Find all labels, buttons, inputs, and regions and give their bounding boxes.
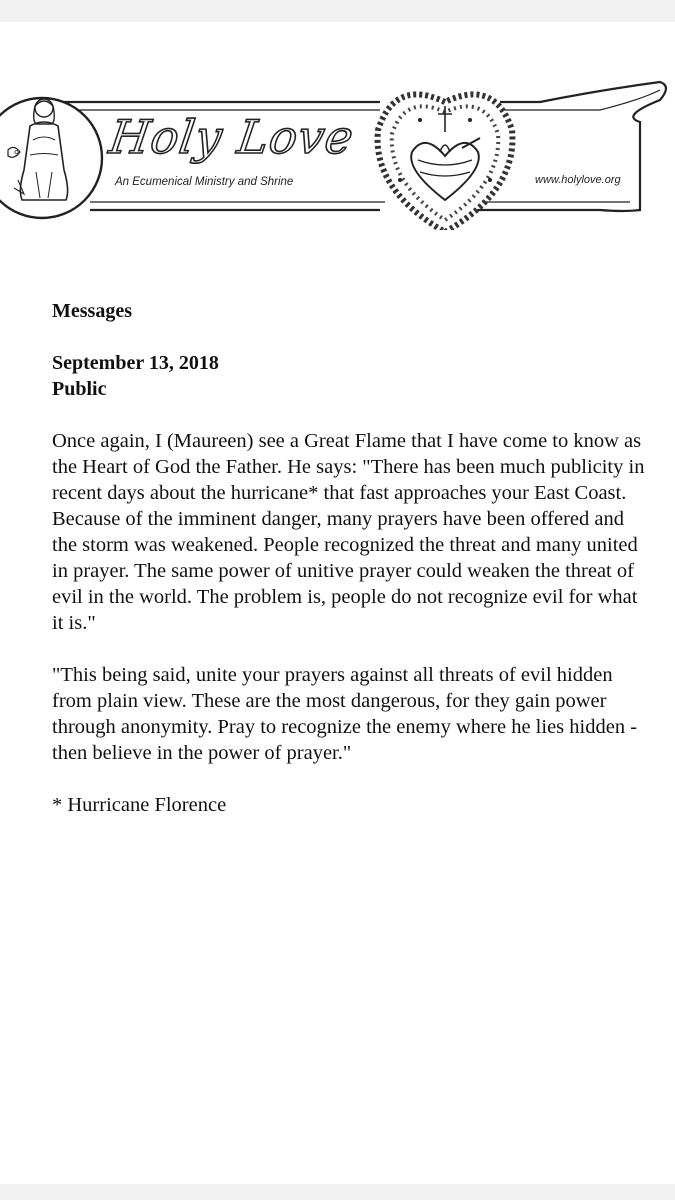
- ministry-subtitle: An Ecumenical Ministry and Shrine: [115, 176, 294, 188]
- messages-heading: Messages: [52, 300, 132, 322]
- message-date-block: [52, 350, 652, 402]
- message-paragraph-2: "This being said, unite your prayers against all threats of evil hidden from plain view. These are the most dangerous, for they gain power through anonymity. Pray to recognize the enemy where he lies hidden - then believe in the power of prayer.": [52, 664, 638, 764]
- message-date: September 13, 2018: [52, 352, 219, 374]
- message-paragraph-1: Once again, I (Maureen) see a Great Flame that I have come to know as the Heart of God the Father. He says: "There has been much publicity in recent days about the hurricane* that fast approaches your East Coast. Because of the imminent danger, many prayers have been offered and the storm was weakened. People recognized the threat and many united in prayer. The same power of unitive prayer could weaken the threat of evil in the world. The problem is, people do not recognize evil for what it is.": [52, 430, 645, 634]
- svg-text:9: 9: [14, 149, 20, 158]
- message-content: [52, 298, 652, 818]
- holy-love-banner: [0, 60, 675, 230]
- holy-love-logo-title: Holy Love: [106, 110, 358, 164]
- mary-medallion-icon: [0, 98, 102, 218]
- website-url: www.holylove.org: [535, 174, 621, 186]
- message-footnote: * Hurricane Florence: [52, 794, 227, 816]
- message-visibility-label: Public: [52, 378, 107, 400]
- document-page: [0, 22, 675, 1184]
